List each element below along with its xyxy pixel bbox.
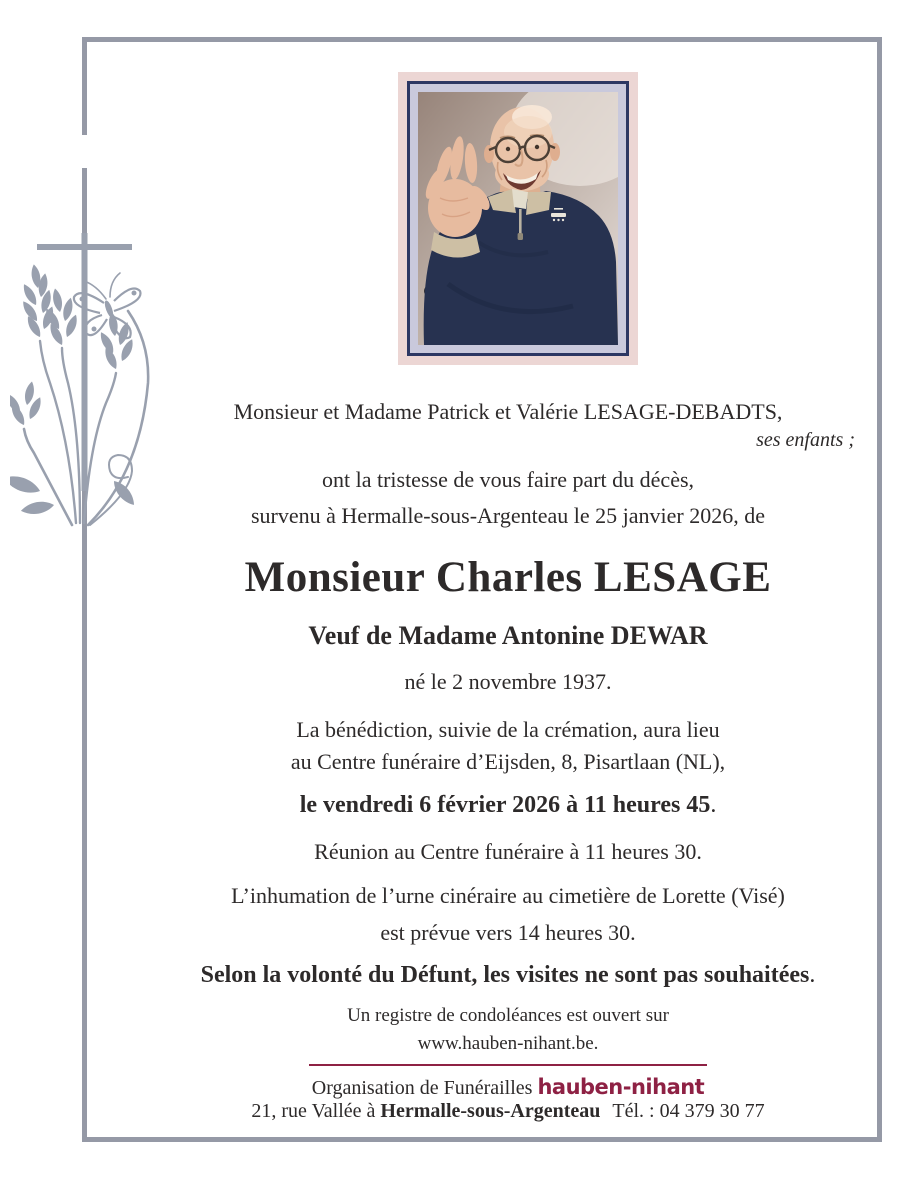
address-prefix: 21, rue Vallée à [251,1100,381,1122]
ceremony-datetime-period: . [710,792,717,818]
organisation-label: Organisation de Funérailles [311,1077,538,1099]
children-note: ses enfants ; [756,429,855,451]
phone-number: Tél. : 04 379 30 77 [612,1100,765,1122]
intro-line-1: ont la tristesse de vous faire part du décès, [321,467,695,492]
deceased-name: Monsieur Charles LESAGE [244,554,772,601]
address-town: Hermalle-sous-Argenteau [380,1100,601,1122]
visits-line [135,960,881,990]
cross-icon [37,233,132,491]
widower-line: Veuf de Madame Antonine DEWAR [308,621,708,650]
ceremony-line-1: La bénédiction, suivie de la crémation, aura lieu [296,717,720,742]
ceremony-datetime [135,790,881,820]
footer-divider-line [309,1064,707,1066]
birth-line: né le 2 novembre 1937. [404,669,612,694]
register-line: Un registre de condoléances est ouvert sur [347,1005,669,1026]
burial-line-1: L’inhumation de l’urne cinéraire au cimetière de Lorette (Visé) [231,883,785,908]
intro-line-2: survenu à Hermalle-sous-Argenteau le 25 janvier 2026, de [251,503,765,528]
border-gap [79,135,91,168]
ceremony-line-2: au Centre funéraire d’Eijsden, 8, Pisartlaan (NL), [290,749,726,774]
organisation-line [135,1074,881,1101]
parents-line: Monsieur et Madame Patrick et Valérie LESAGE-DEBADTS, [233,399,783,424]
funeral-home-logo: hauben-nihant [537,1075,705,1099]
burial-line-2: est prévue vers 14 heures 30. [380,920,636,945]
address-line [135,1099,881,1124]
meeting-line: Réunion au Centre funéraire à 11 heures 30. [314,839,702,864]
visits-line-period: . [809,962,816,988]
announcement-text [135,0,881,1181]
ceremony-datetime-bold: le vendredi 6 février 2026 à 11 heures 45 [299,792,711,818]
visits-line-bold: Selon la volonté du Défunt, les visites ne sont pas souhaitées [200,962,810,988]
website-line: www.hauben-nihant.be. [417,1033,599,1054]
